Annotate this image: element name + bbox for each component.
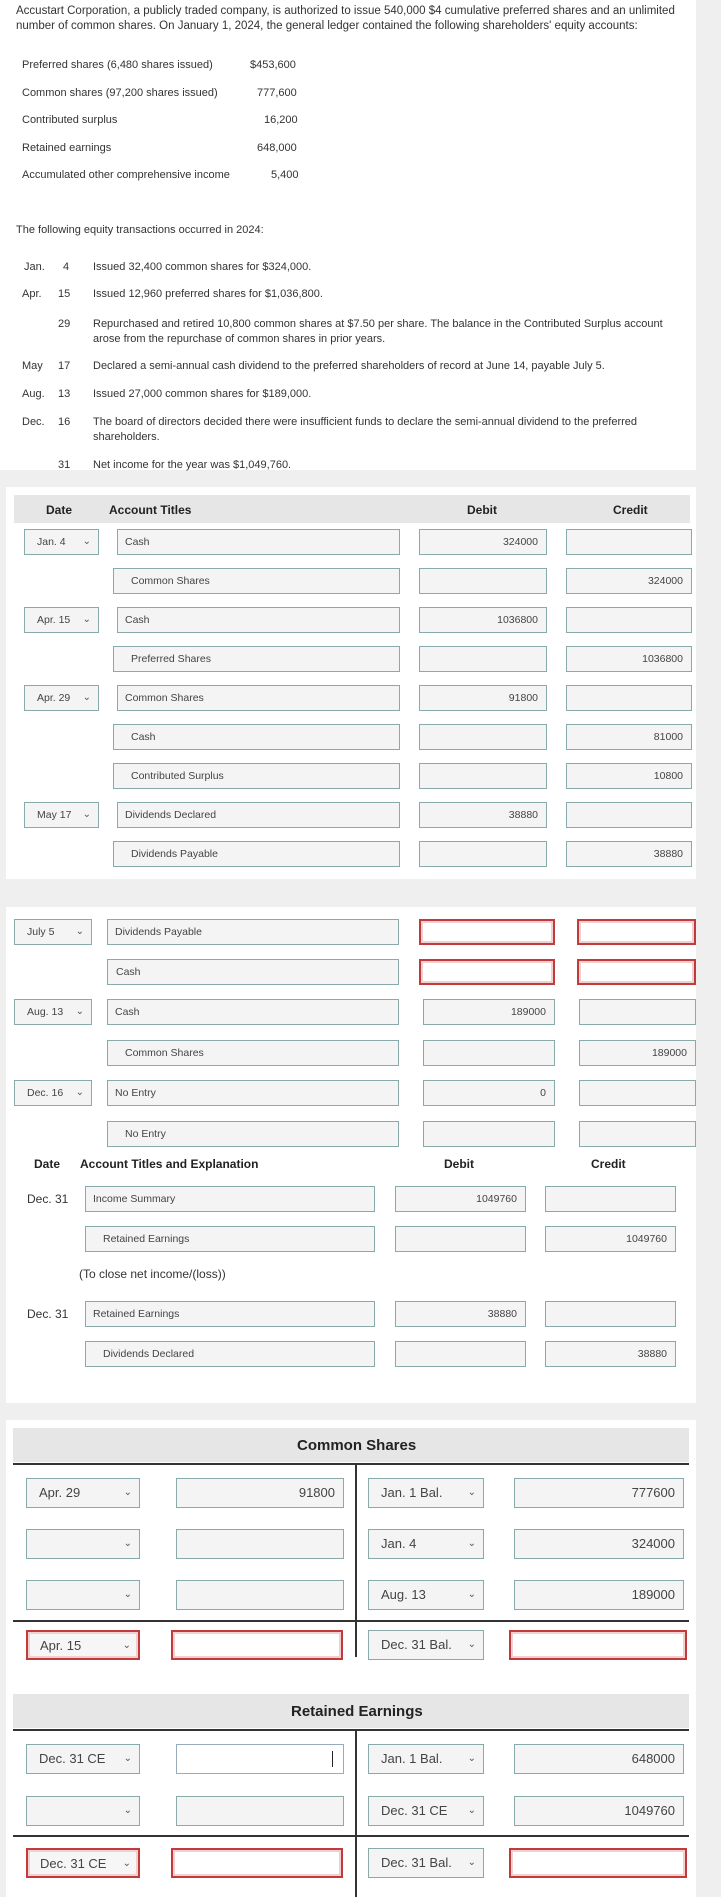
t-account-top-line <box>13 1463 689 1465</box>
re-left-total-amount[interactable] <box>171 1848 343 1878</box>
account-name: Preferred shares (6,480 shares issued) <box>22 59 213 71</box>
credit-field[interactable] <box>566 529 692 555</box>
credit-field[interactable]: 1036800 <box>566 646 692 672</box>
account-field[interactable]: Retained Earnings <box>85 1301 375 1327</box>
retained-earnings-title: Retained Earnings <box>291 1703 423 1720</box>
t-account-divider <box>355 1465 357 1657</box>
cs-right-label-select[interactable]: Aug. 13 ⌄ <box>368 1580 484 1610</box>
header-debit: Debit <box>467 503 497 517</box>
chevron-down-icon: ⌄ <box>467 1538 476 1549</box>
txn-text: Declared a semi-annual cash dividend to the preferred shareholders of record at June 14, payable July 5. <box>93 360 605 372</box>
closing-note: (To close net income/(loss)) <box>79 1267 226 1281</box>
credit-field[interactable] <box>566 802 692 828</box>
account-field[interactable]: Contributed Surplus <box>113 763 400 789</box>
chevron-down-icon: ⌄ <box>75 1006 84 1017</box>
cs-right-label-select[interactable]: Jan. 1 Bal. ⌄ <box>368 1478 484 1508</box>
transactions-intro: The following equity transactions occurred in 2024: <box>16 224 264 236</box>
chevron-down-icon: ⌄ <box>123 1589 132 1600</box>
t-accounts-panel <box>6 1420 696 1897</box>
t-account-total-line <box>13 1835 689 1837</box>
account-field[interactable]: Common Shares <box>117 685 400 711</box>
debit-field[interactable] <box>419 724 547 750</box>
problem-panel <box>0 0 696 470</box>
account-amount: 777,600 <box>257 87 297 99</box>
date-select[interactable]: Apr. 15 ⌄ <box>24 607 99 633</box>
closing-panel <box>6 1150 696 1403</box>
cs-left-total-amount[interactable] <box>171 1630 343 1660</box>
txn-text: arose from the repurchase of common shares in prior years. <box>93 333 386 345</box>
header-credit: Credit <box>613 503 648 517</box>
credit-field[interactable] <box>579 999 696 1025</box>
account-field[interactable]: Cash <box>117 607 400 633</box>
chevron-down-icon: ⌄ <box>467 1805 476 1816</box>
cs-right-amount[interactable]: 189000 <box>514 1580 684 1610</box>
re-right-total-amount[interactable] <box>509 1848 687 1878</box>
chevron-down-icon: ⌄ <box>467 1639 476 1650</box>
date-select[interactable]: Jan. 4 ⌄ <box>24 529 99 555</box>
chevron-down-icon: ⌄ <box>82 809 91 820</box>
txn-day: 4 <box>63 261 70 273</box>
credit-field[interactable]: 324000 <box>566 568 692 594</box>
debit-field[interactable]: 324000 <box>419 529 547 555</box>
header-date: Date <box>34 1157 61 1171</box>
txn-text: Issued 32,400 common shares for $324,000. <box>93 261 312 273</box>
cs-left-total-select[interactable]: Apr. 15 ⌄ <box>26 1630 140 1660</box>
txn-text: Repurchased and retired 10,800 common shares at $7.50 per share. The balance in the Contributed Surplus account <box>93 318 663 330</box>
debit-field[interactable] <box>419 646 547 672</box>
chevron-down-icon: ⌄ <box>82 692 91 703</box>
account-field[interactable]: No Entry <box>107 1121 399 1147</box>
debit-field[interactable] <box>395 1226 526 1252</box>
txn-month: May <box>22 360 43 372</box>
t-account-top-line <box>13 1729 689 1731</box>
account-field[interactable]: Dividends Payable <box>107 919 399 945</box>
debit-field[interactable]: 38880 <box>419 802 547 828</box>
debit-field[interactable] <box>423 1040 555 1066</box>
account-field[interactable]: Dividends Declared <box>85 1341 375 1367</box>
cs-right-total-amount[interactable] <box>509 1630 687 1660</box>
account-field[interactable]: Common Shares <box>113 568 400 594</box>
txn-text: Issued 12,960 preferred shares for $1,036,800. <box>93 288 323 300</box>
txn-month: Jan. <box>24 261 45 273</box>
t-account-total-line <box>13 1620 689 1622</box>
chevron-down-icon: ⌄ <box>467 1589 476 1600</box>
intro-text: Accustart Corporation, a publicly traded company, is authorized to issue 540,000 $4 cumulative preferred shares and an unlimited number of common shares. On January 1, 2024, the general ledger contained the following shareholders' equity accounts: <box>16 5 675 32</box>
account-field[interactable]: Dividends Declared <box>117 802 400 828</box>
account-name: Common shares (97,200 shares issued) <box>22 87 218 99</box>
cs-right-amount[interactable]: 324000 <box>514 1529 684 1559</box>
date-select[interactable]: Apr. 29 ⌄ <box>24 685 99 711</box>
account-amount: 5,400 <box>271 169 299 181</box>
re-left-amount[interactable] <box>176 1744 344 1774</box>
credit-field[interactable]: 81000 <box>566 724 692 750</box>
account-field[interactable]: Common Shares <box>107 1040 399 1066</box>
account-field[interactable]: Cash <box>117 529 400 555</box>
credit-field[interactable] <box>579 1121 696 1147</box>
cs-left-amount[interactable] <box>176 1529 344 1559</box>
debit-field[interactable]: 38880 <box>395 1301 526 1327</box>
chevron-down-icon: ⌄ <box>122 1640 131 1651</box>
credit-field[interactable]: 1049760 <box>545 1226 676 1252</box>
text-cursor <box>332 1751 333 1767</box>
credit-field[interactable] <box>577 959 696 985</box>
chevron-down-icon: ⌄ <box>123 1487 132 1498</box>
debit-field[interactable] <box>419 919 555 945</box>
txn-day: 17 <box>58 360 71 372</box>
debit-field[interactable]: 0 <box>423 1080 555 1106</box>
header-account: Account Titles and Explanation <box>80 1157 259 1171</box>
re-left-total-select[interactable]: Dec. 31 CE ⌄ <box>26 1848 140 1878</box>
account-field[interactable]: No Entry <box>107 1080 399 1106</box>
txn-text: Net income for the year was $1,049,760. <box>93 459 292 471</box>
header-account: Account Titles <box>109 503 192 517</box>
txn-month: Aug. <box>22 388 45 400</box>
cs-left-label-select[interactable] <box>26 1580 140 1610</box>
cs-left-amount[interactable] <box>176 1580 344 1610</box>
debit-field[interactable] <box>419 959 555 985</box>
chevron-down-icon: ⌄ <box>123 1538 132 1549</box>
txn-day: 15 <box>58 288 71 300</box>
journal-panel-2 <box>6 907 696 1165</box>
account-field[interactable]: Cash <box>107 959 399 985</box>
re-left-label-select[interactable] <box>26 1796 140 1826</box>
debit-field[interactable] <box>419 568 547 594</box>
credit-field[interactable] <box>579 1080 696 1106</box>
credit-field[interactable] <box>566 607 692 633</box>
account-field[interactable]: Retained Earnings <box>85 1226 375 1252</box>
common-shares-title: Common Shares <box>297 1437 417 1454</box>
date-select[interactable]: May 17 ⌄ <box>24 802 99 828</box>
header-credit: Credit <box>591 1157 626 1171</box>
debit-field[interactable]: 91800 <box>419 685 547 711</box>
credit-field[interactable] <box>545 1301 676 1327</box>
date-select[interactable]: July 5 ⌄ <box>14 919 92 945</box>
closing-date: Dec. 31 <box>27 1307 69 1321</box>
header-debit: Debit <box>444 1157 474 1171</box>
cs-left-label-select[interactable]: Apr. 29 ⌄ <box>26 1478 140 1508</box>
account-amount: $453,600 <box>250 59 296 71</box>
chevron-down-icon: ⌄ <box>467 1753 476 1764</box>
txn-text: The board of directors decided there were insufficient funds to declare the semi-annual dividend to the preferred <box>93 416 638 428</box>
account-name: Contributed surplus <box>22 114 118 126</box>
account-amount: 16,200 <box>264 114 298 126</box>
header-date: Date <box>46 503 73 517</box>
txn-day: 29 <box>58 318 71 330</box>
date-select[interactable]: Aug. 13 ⌄ <box>14 999 92 1025</box>
chevron-down-icon: ⌄ <box>82 614 91 625</box>
account-name: Accumulated other comprehensive income <box>22 169 230 181</box>
re-right-amount[interactable]: 648000 <box>514 1744 684 1774</box>
cs-right-amount[interactable]: 777600 <box>514 1478 684 1508</box>
txn-text: Issued 27,000 common shares for $189,000. <box>93 388 312 400</box>
credit-field[interactable]: 38880 <box>566 841 692 867</box>
txn-day: 31 <box>58 459 71 471</box>
chevron-down-icon: ⌄ <box>122 1858 131 1869</box>
credit-field[interactable] <box>577 919 696 945</box>
txn-month: Apr. <box>22 288 42 300</box>
txn-text: shareholders. <box>93 431 160 443</box>
txn-day: 16 <box>58 416 71 428</box>
debit-field[interactable]: 189000 <box>423 999 555 1025</box>
chevron-down-icon: ⌄ <box>75 926 84 937</box>
account-field[interactable]: Preferred Shares <box>113 646 400 672</box>
account-field[interactable]: Cash <box>107 999 399 1025</box>
closing-date: Dec. 31 <box>27 1192 69 1206</box>
chevron-down-icon: ⌄ <box>467 1487 476 1498</box>
debit-field[interactable] <box>423 1121 555 1147</box>
account-field[interactable]: Cash <box>113 724 400 750</box>
chevron-down-icon: ⌄ <box>82 536 91 547</box>
debit-field[interactable] <box>419 763 547 789</box>
re-left-label-select[interactable]: Dec. 31 CE ⌄ <box>26 1744 140 1774</box>
re-right-total-select[interactable]: Dec. 31 Bal. ⌄ <box>368 1848 484 1878</box>
txn-month: Dec. <box>22 416 45 428</box>
re-left-amount[interactable] <box>176 1796 344 1826</box>
debit-field[interactable] <box>419 841 547 867</box>
chevron-down-icon: ⌄ <box>123 1753 132 1764</box>
chevron-down-icon: ⌄ <box>75 1087 84 1098</box>
re-right-label-select[interactable]: Dec. 31 CE ⌄ <box>368 1796 484 1826</box>
debit-field[interactable]: 1049760 <box>395 1186 526 1212</box>
cs-left-amount[interactable]: 91800 <box>176 1478 344 1508</box>
account-field[interactable]: Dividends Payable <box>113 841 400 867</box>
re-right-amount[interactable]: 1049760 <box>514 1796 684 1826</box>
credit-field[interactable] <box>566 685 692 711</box>
txn-day: 13 <box>58 388 71 400</box>
account-field[interactable]: Income Summary <box>85 1186 375 1212</box>
credit-field[interactable]: 189000 <box>579 1040 696 1066</box>
account-amount: 648,000 <box>257 142 297 154</box>
debit-field[interactable]: 1036800 <box>419 607 547 633</box>
cs-right-total-select[interactable]: Dec. 31 Bal. ⌄ <box>368 1630 484 1660</box>
account-name: Retained earnings <box>22 142 112 154</box>
re-right-label-select[interactable]: Jan. 1 Bal. ⌄ <box>368 1744 484 1774</box>
debit-field[interactable] <box>395 1341 526 1367</box>
cs-right-label-select[interactable]: Jan. 4 ⌄ <box>368 1529 484 1559</box>
cs-left-label-select[interactable] <box>26 1529 140 1559</box>
credit-field[interactable]: 38880 <box>545 1341 676 1367</box>
credit-field[interactable]: 10800 <box>566 763 692 789</box>
date-select[interactable]: Dec. 16 ⌄ <box>14 1080 92 1106</box>
chevron-down-icon: ⌄ <box>123 1805 132 1816</box>
journal-panel <box>6 487 696 879</box>
chevron-down-icon: ⌄ <box>467 1857 476 1868</box>
t-account-divider <box>355 1731 357 1897</box>
credit-field[interactable] <box>545 1186 676 1212</box>
